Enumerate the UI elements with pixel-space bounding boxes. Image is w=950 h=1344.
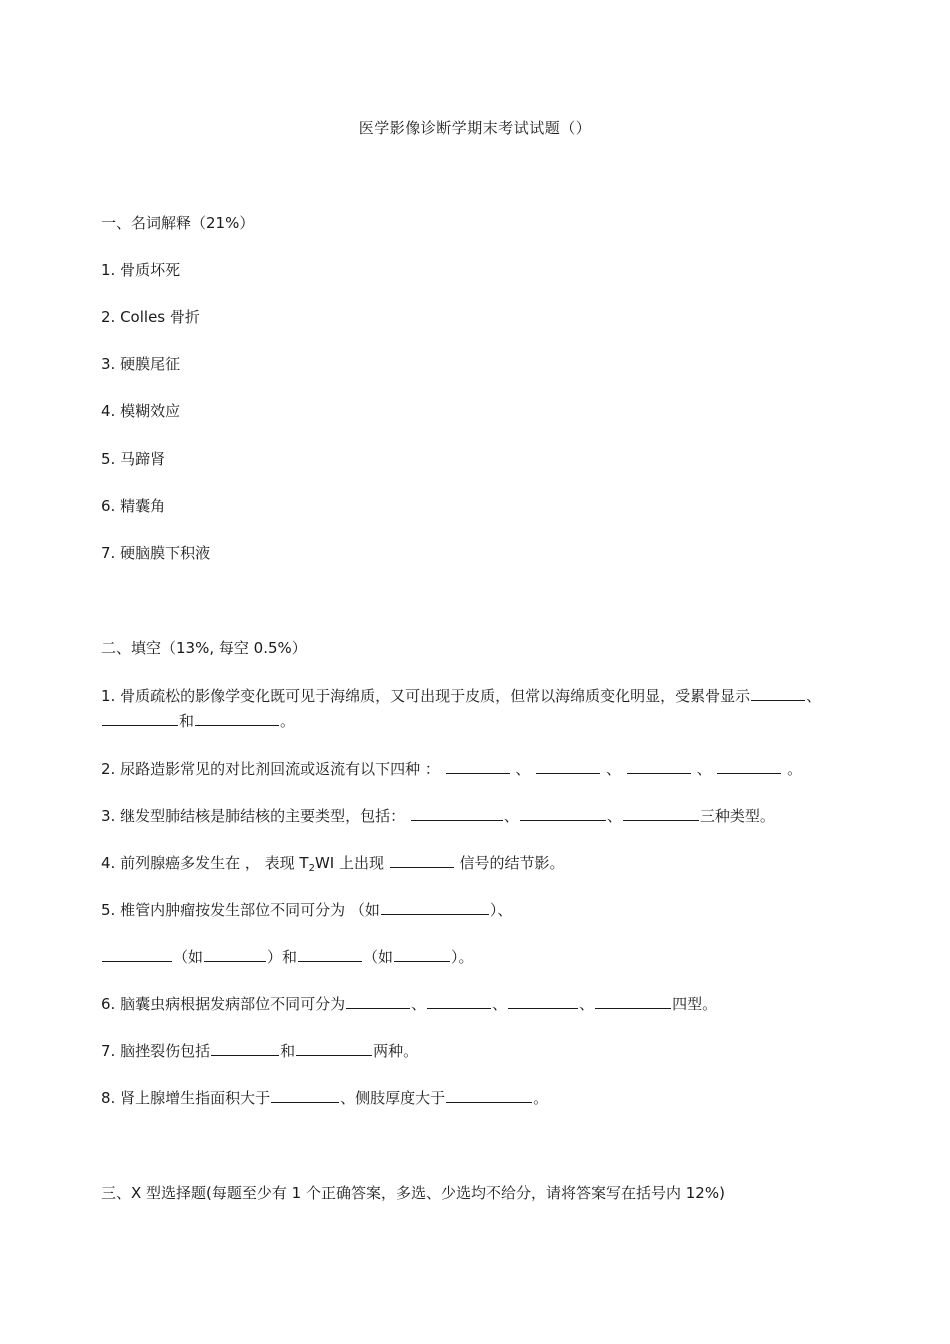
separator: 、 (606, 807, 622, 825)
connector: ）和 (267, 948, 298, 966)
question-tail: 两种。 (373, 1042, 419, 1060)
separator: 、 (411, 995, 427, 1013)
term-item-4: 4. 模糊效应 (101, 402, 181, 420)
answer-blank[interactable] (623, 805, 699, 821)
separator: 、 (606, 760, 622, 778)
period: 。 (280, 712, 296, 730)
separator: 、 (579, 995, 595, 1013)
fill-question-7 (101, 1040, 418, 1062)
separator: 、 (503, 807, 519, 825)
term-item-3: 3. 硬膜尾征 (101, 355, 181, 373)
term-item-1: 1. 骨质坏死 (101, 261, 181, 279)
fill-question-8 (101, 1087, 548, 1109)
separator: 、 (492, 995, 508, 1013)
answer-blank[interactable] (102, 946, 172, 962)
fill-question-1-cont (101, 710, 295, 732)
answer-blank[interactable] (211, 1040, 279, 1056)
answer-blank[interactable] (427, 993, 491, 1009)
fill-question-1 (101, 685, 821, 707)
answer-blank[interactable] (627, 758, 691, 774)
connector: （如 (363, 948, 394, 966)
answer-blank[interactable] (508, 993, 578, 1009)
fill-question-2 (101, 758, 802, 780)
document-title: 医学影像诊断学期末考试试题（） (358, 119, 592, 137)
question-tail: 信号的结节影。 (459, 854, 565, 872)
answer-blank[interactable] (411, 805, 503, 821)
question-text: 6. 脑囊虫病根据发病部位不同可分为 (101, 995, 346, 1013)
section-2-heading: 二、填空（13%, 每空 0.5%） (101, 639, 307, 657)
answer-blank[interactable] (751, 685, 805, 701)
connector: （如 (173, 948, 204, 966)
question-tail: 三种类型。 (699, 807, 775, 825)
question-text: 2. 尿路造影常见的对比剂回流或返流有以下四种 ： (101, 760, 440, 778)
connector: 和 (179, 712, 195, 730)
question-text: 1. 骨质疏松的影像学变化既可见于海绵质，又可出现于皮质，但常以海绵质变化明显，受累骨显示 (101, 687, 751, 705)
question-text: WI 上出现 (314, 854, 384, 872)
separator: 、 (696, 760, 712, 778)
period: 。 (533, 1089, 549, 1107)
fill-question-5-cont (101, 946, 474, 968)
separator: 、 (806, 687, 822, 705)
answer-blank[interactable] (204, 946, 266, 962)
fill-question-5 (101, 899, 512, 921)
term-item-6: 6. 精囊角 (101, 497, 166, 515)
question-text: 、侧肢厚度大于 (340, 1089, 446, 1107)
question-tail: 四型。 (672, 995, 718, 1013)
answer-blank[interactable] (717, 758, 781, 774)
fill-question-6 (101, 993, 717, 1015)
answer-blank[interactable] (381, 899, 489, 915)
fill-question-4 (101, 852, 565, 874)
answer-blank[interactable] (446, 1087, 532, 1103)
answer-blank[interactable] (271, 1087, 339, 1103)
answer-blank[interactable] (298, 946, 362, 962)
question-text: 4. 前列腺癌多发生在 ， 表现 T (101, 854, 309, 872)
question-text: 8. 肾上腺增生指面积大于 (101, 1089, 271, 1107)
answer-blank[interactable] (536, 758, 600, 774)
term-item-7: 7. 硬脑膜下积液 (101, 544, 211, 562)
answer-blank[interactable] (390, 852, 454, 868)
answer-blank[interactable] (595, 993, 671, 1009)
section-1-heading: 一、名词解释（21%） (101, 214, 255, 232)
separator: ）、 (489, 901, 513, 919)
answer-blank[interactable] (195, 710, 279, 726)
period: 。 (787, 760, 803, 778)
fill-question-3 (101, 805, 775, 827)
section-3-heading: 三、X 型选择题(每题至少有 1 个正确答案，多选、少选均不给分，请将答案写在括号内 12%) (101, 1184, 725, 1202)
answer-blank[interactable] (394, 946, 450, 962)
subscript: 2 (308, 863, 315, 874)
answer-blank[interactable] (446, 758, 510, 774)
question-text: 5. 椎管内肿瘤按发生部位不同可分为 （如 (101, 901, 380, 919)
period: ）。 (451, 948, 474, 966)
connector: 和 (280, 1042, 296, 1060)
question-text: 7. 脑挫裂伤包括 (101, 1042, 211, 1060)
answer-blank[interactable] (520, 805, 606, 821)
answer-blank[interactable] (102, 710, 178, 726)
question-text: 3. 继发型肺结核是肺结核的主要类型，包括： (101, 807, 406, 825)
separator: 、 (515, 760, 531, 778)
answer-blank[interactable] (296, 1040, 372, 1056)
term-item-5: 5. 马蹄肾 (101, 450, 166, 468)
term-item-2: 2. Colles 骨折 (101, 308, 200, 326)
answer-blank[interactable] (346, 993, 410, 1009)
